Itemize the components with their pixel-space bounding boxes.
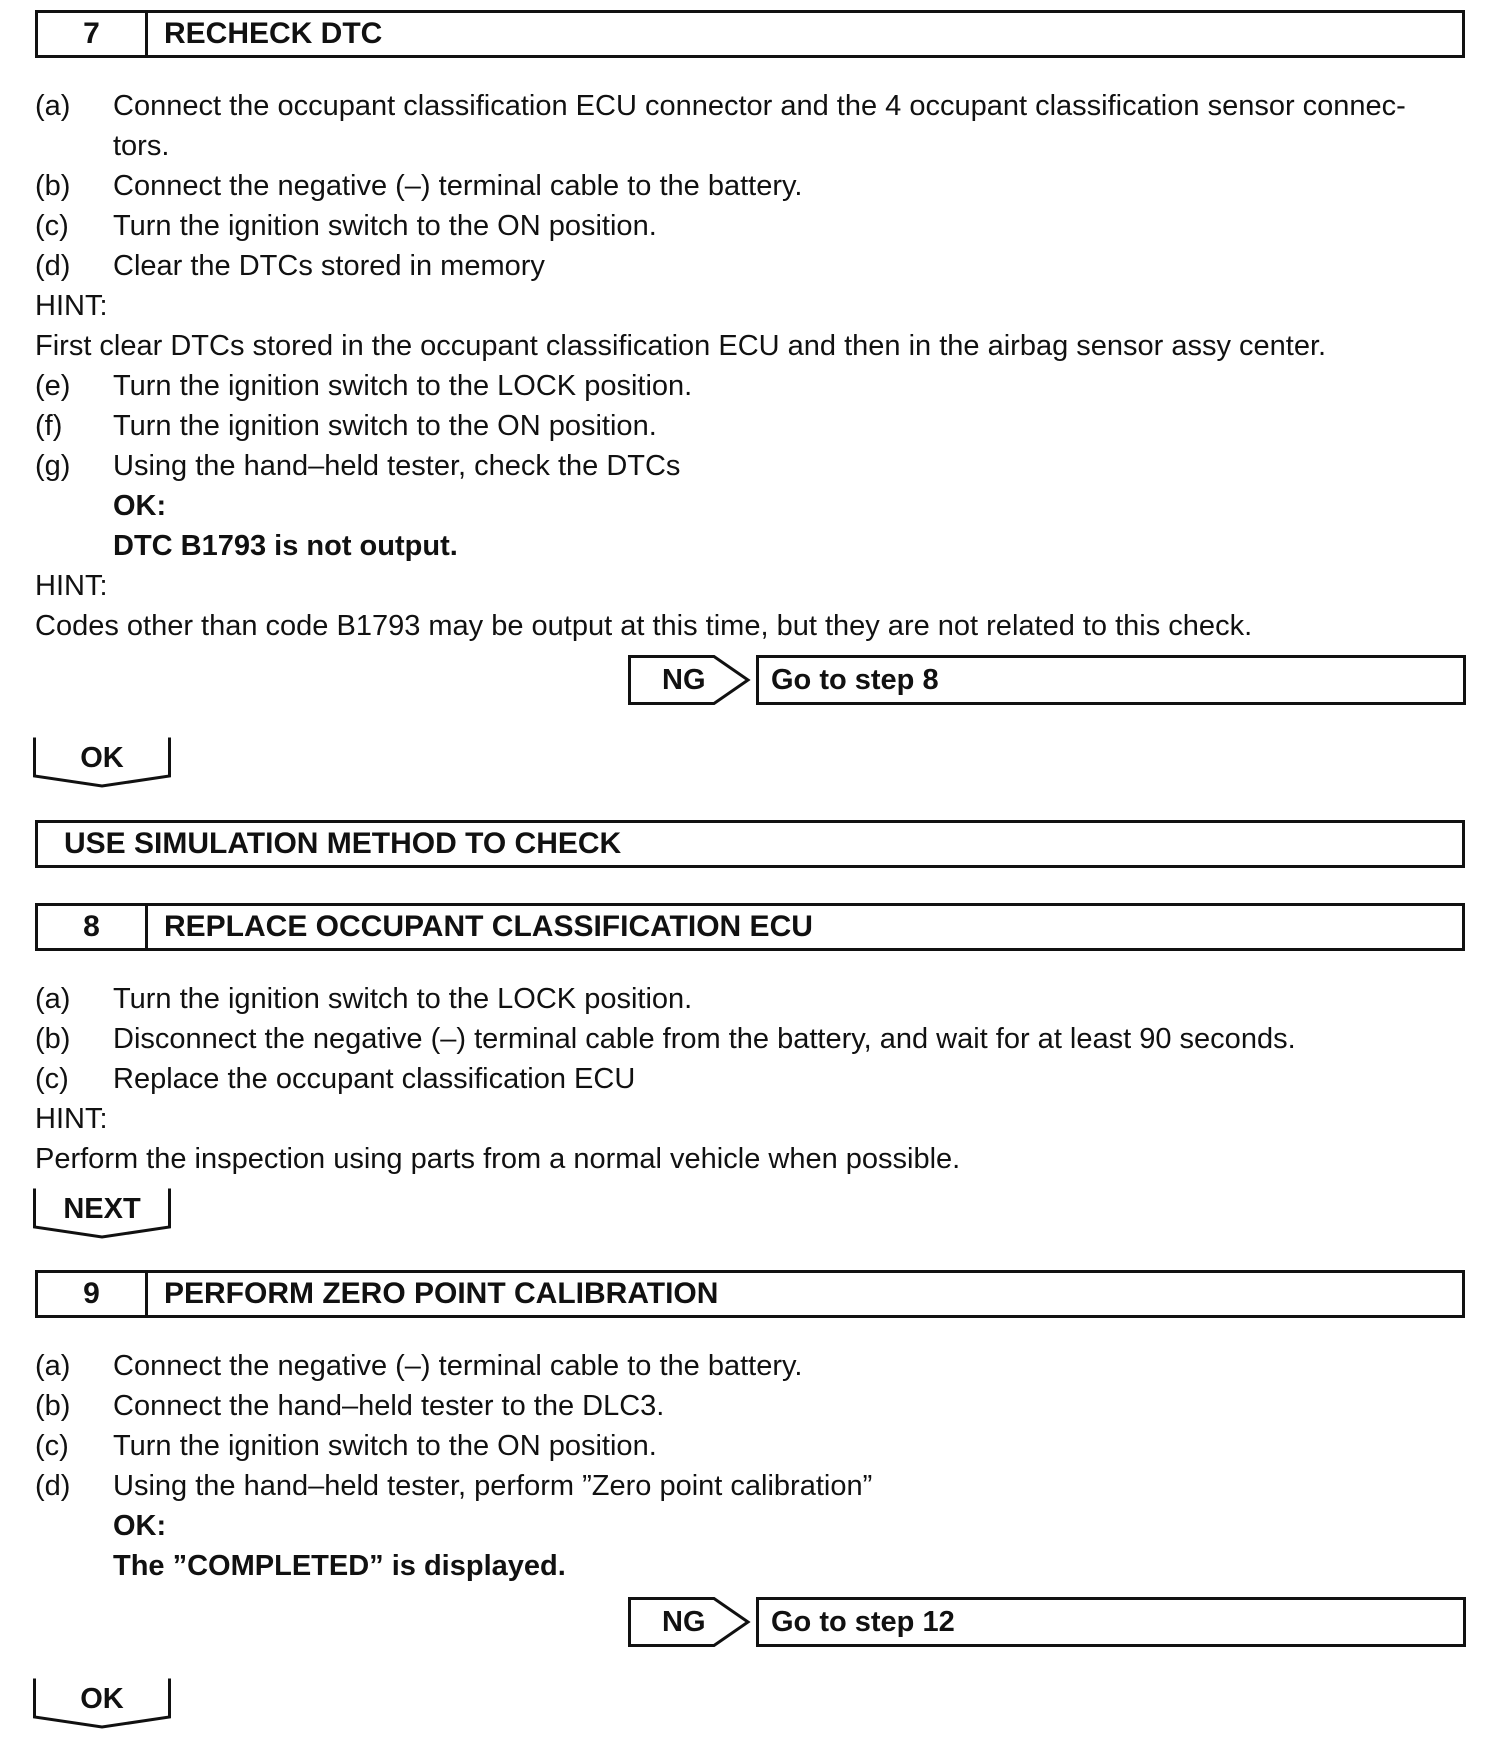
simulation-method-text: USE SIMULATION METHOD TO CHECK — [64, 827, 622, 860]
step-number: 8 — [38, 906, 148, 948]
item-label: (f) — [35, 410, 63, 442]
item-text: Turn the ignition switch to the ON position. — [113, 410, 657, 442]
item-label: (b) — [35, 1023, 71, 1055]
ok-criteria: The ”COMPLETED” is displayed. — [113, 1550, 566, 1582]
step-number: 7 — [38, 13, 148, 55]
ok-result-tag[interactable] — [33, 736, 171, 788]
item-label: (g) — [35, 450, 71, 482]
item-text: Replace the occupant classification ECU — [113, 1063, 636, 1095]
step-title: REPLACE OCCUPANT CLASSIFICATION ECU — [164, 910, 813, 943]
item-text: tors. — [113, 130, 170, 162]
ok-criteria: DTC B1793 is not output. — [113, 530, 458, 562]
item-text: Clear the DTCs stored in memory — [113, 250, 545, 282]
item-text: Using the hand–held tester, check the DTCs — [113, 450, 681, 482]
item-label: (e) — [35, 370, 71, 402]
item-label: (c) — [35, 210, 69, 242]
step-8-header — [35, 903, 1465, 951]
hint-label: HINT: — [35, 1103, 108, 1135]
item-text: Connect the occupant classification ECU connector and the 4 occupant classification sensor connec- — [113, 90, 1406, 122]
item-text: Turn the ignition switch to the LOCK position. — [113, 370, 693, 402]
hint-label: HINT: — [35, 570, 108, 602]
item-text: Connect the negative (–) terminal cable to the battery. — [113, 170, 803, 202]
goto-step-text: Go to step 8 — [771, 664, 939, 696]
item-text: Turn the ignition switch to the LOCK position. — [113, 983, 693, 1015]
ng-branch — [628, 1597, 1466, 1647]
goto-step-box[interactable] — [756, 1597, 1466, 1647]
goto-step-box[interactable] — [756, 655, 1466, 705]
ok-label: OK: — [113, 490, 167, 522]
hint-text: First clear DTCs stored in the occupant classification ECU and then in the airbag sensor assy center. — [35, 330, 1327, 362]
hint-text: Codes other than code B1793 may be output at this time, but they are not related to this check. — [35, 610, 1253, 642]
tag-label: OK — [80, 742, 124, 774]
item-text: Using the hand–held tester, perform ”Zero point calibration” — [113, 1470, 873, 1502]
item-text: Turn the ignition switch to the ON position. — [113, 210, 657, 242]
item-label: (d) — [35, 1470, 71, 1502]
simulation-method-box — [35, 820, 1465, 868]
tag-label: OK — [80, 1683, 124, 1715]
item-label: (a) — [35, 90, 71, 122]
item-text: Turn the ignition switch to the ON position. — [113, 1430, 657, 1462]
step-title: RECHECK DTC — [164, 17, 383, 50]
hint-text: Perform the inspection using parts from a normal vehicle when possible. — [35, 1143, 961, 1175]
item-text: Connect the negative (–) terminal cable to the battery. — [113, 1350, 803, 1382]
ok-label: OK: — [113, 1510, 167, 1542]
item-label: (b) — [35, 170, 71, 202]
ng-label: NG — [662, 1606, 706, 1638]
step-9-header — [35, 1270, 1465, 1318]
ok-result-tag[interactable] — [33, 1677, 171, 1729]
hint-label: HINT: — [35, 290, 108, 322]
step-7-header — [35, 10, 1465, 58]
step-number: 9 — [38, 1273, 148, 1315]
step-title: PERFORM ZERO POINT CALIBRATION — [164, 1277, 719, 1310]
item-label: (b) — [35, 1390, 71, 1422]
goto-step-text: Go to step 12 — [771, 1606, 955, 1638]
ng-branch — [628, 655, 1466, 705]
item-label: (a) — [35, 1350, 71, 1382]
item-label: (c) — [35, 1063, 69, 1095]
item-label: (a) — [35, 983, 71, 1015]
next-result-tag[interactable] — [33, 1187, 171, 1239]
item-text: Connect the hand–held tester to the DLC3. — [113, 1390, 665, 1422]
item-label: (c) — [35, 1430, 69, 1462]
tag-label: NEXT — [63, 1193, 141, 1225]
item-label: (d) — [35, 250, 71, 282]
item-text: Disconnect the negative (–) terminal cable from the battery, and wait for at least 90 seconds. — [113, 1023, 1296, 1055]
ng-label: NG — [662, 664, 706, 696]
